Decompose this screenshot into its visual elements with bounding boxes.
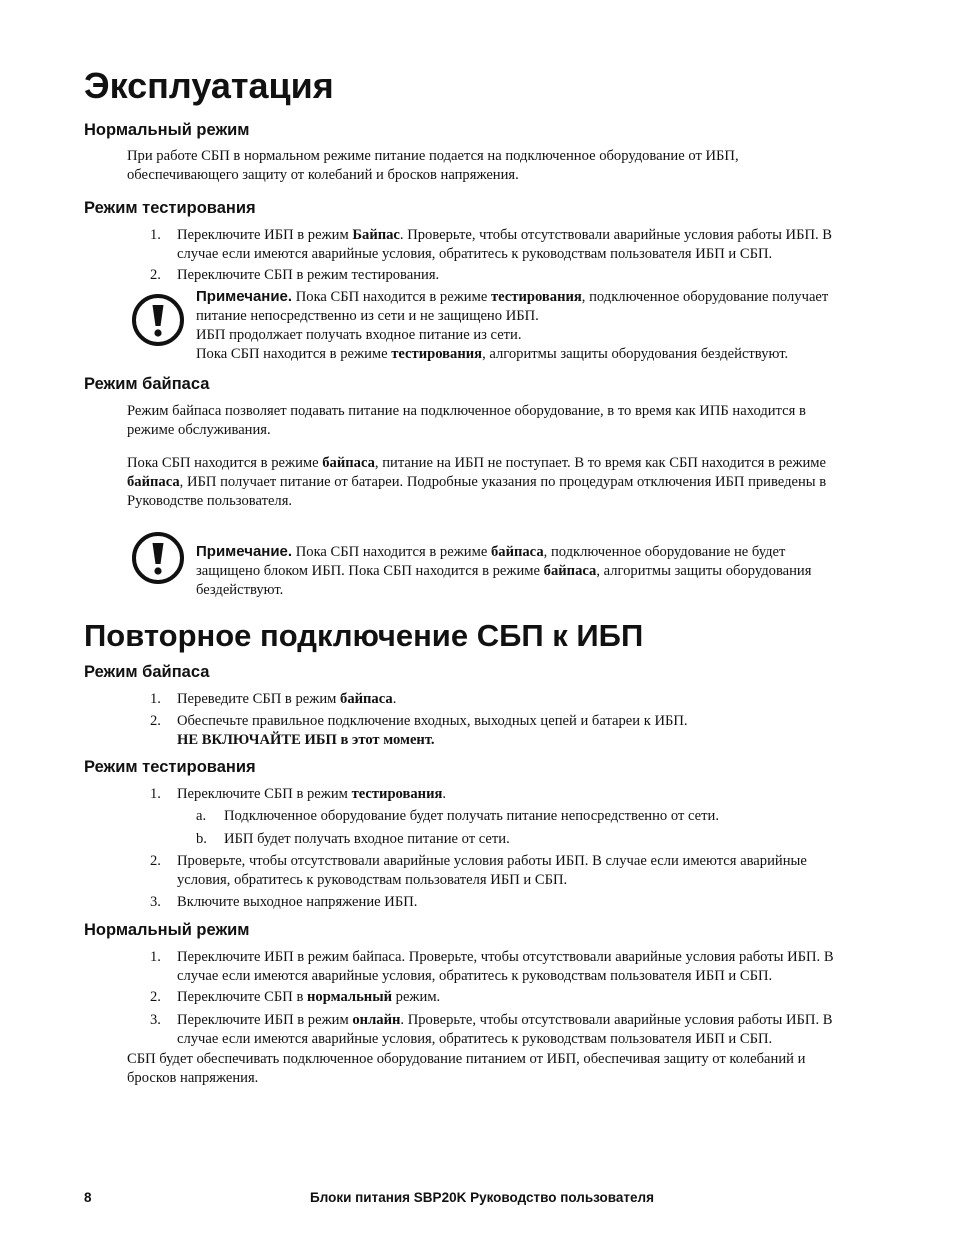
list-item: 1. Переведите СБП в режим байпаса. <box>150 691 397 707</box>
heading-normal-mode: Нормальный режим <box>84 121 250 139</box>
list-item: 1. Переключите СБП в режим тестирования. <box>150 786 447 802</box>
sub-list-item: b. ИБП будет получать входное питание от сети. <box>196 831 510 847</box>
list-item: 3. Включите выходное напряжение ИБП. <box>150 894 418 910</box>
list-item: 3. Переключите ИБП в режим онлайн. Проверьте, чтобы отсутствовали аварийные условия работы ИБП. В случае если имеются аварийные условия, обратитесь к руководствам пользователя ИБП и СБП. <box>150 1012 833 1047</box>
heading-bypass-mode-2: Режим байпаса <box>84 663 210 681</box>
note-label: Примечание. <box>196 543 293 560</box>
footer-title: Блоки питания SBP20K Руководство пользователя <box>310 1190 654 1205</box>
sub-list-item: a. Подключенное оборудование будет получать питание непосредственно от сети. <box>196 808 719 824</box>
list-item: 2. Переключите СБП в нормальный режим. <box>150 989 441 1005</box>
list-item: 1. Переключите ИБП в режим Байпас. Проверьте, чтобы отсутствовали аварийные условия работы ИБП. В случае если имеются аварийные условия, обратитесь к руководствам пользователя ИБП и СБП. <box>150 227 833 262</box>
page-number: 8 <box>84 1190 92 1205</box>
bypass-text-1: Режим байпаса позволяет подавать питание на подключенное оборудование, в то время как ИПБ находится в режиме обслуживания. <box>127 403 806 438</box>
list-item: 2. Переключите СБП в режим тестирования. <box>150 267 440 283</box>
heading-normal-mode-2: Нормальный режим <box>84 921 250 939</box>
note-label: Примечание. <box>196 288 293 305</box>
warning-text: НЕ ВКЛЮЧАЙТЕ ИБП в этот момент. <box>177 732 435 748</box>
warning-exclamation-icon <box>130 292 186 348</box>
normal-mode-text: При работе СБП в нормальном режиме питание подается на подключенное оборудование от ИБП, обеспечивающего защиту от колебаний и бросков напряжения. <box>127 148 739 183</box>
closing-text: СБП будет обеспечивать подключенное оборудование питанием от ИБП, обеспечивая защиту от колебаний и бросков напряжения. <box>127 1051 806 1086</box>
section-title-reconnect: Повторное подключение СБП к ИБП <box>84 618 644 653</box>
page-title: Эксплуатация <box>84 65 334 106</box>
note-test-mode: Примечание. Пока СБП находится в режиме тестирования, подключенное оборудование получает питание непосредственно из сети и не защищено ИБП. ИБП продолжает получать входное питание из сети. Пока СБП находится в режиме тестирования, алгоритмы защиты оборудования бездействуют. <box>196 288 829 362</box>
warning-exclamation-icon <box>130 530 186 586</box>
heading-bypass-mode: Режим байпаса <box>84 375 210 393</box>
bypass-text-2: Пока СБП находится в режиме байпаса, питание на ИБП не поступает. В то время как СБП находится в режиме байпаса, ИБП получает питание от батареи. Подробные указания по процедурам отключения ИБП приведены в Руководстве пользователя. <box>127 455 827 509</box>
heading-test-mode-2: Режим тестирования <box>84 758 256 776</box>
list-item: 2. Обеспечьте правильное подключение входных, выходных цепей и батареи к ИБП. НЕ ВКЛЮЧАЙТЕ ИБП в этот момент. <box>150 713 688 748</box>
list-item: 2. Проверьте, чтобы отсутствовали аварийные условия работы ИБП. В случае если имеются аварийные условия, обратитесь к руководствам пользователя ИБП и СБП. <box>150 853 807 888</box>
list-item: 1. Переключите ИБП в режим байпаса. Проверьте, чтобы отсутствовали аварийные условия работы ИБП. В случае если имеются аварийные условия, обратитесь к руководствам пользователя ИБП и СБП. <box>150 949 834 984</box>
heading-test-mode: Режим тестирования <box>84 199 256 217</box>
note-bypass-mode: Примечание. Пока СБП находится в режиме байпаса, подключенное оборудование не будет защищено блоком ИБП. Пока СБП находится в режиме байпаса, алгоритмы защиты оборудования бездействуют. <box>196 543 812 598</box>
